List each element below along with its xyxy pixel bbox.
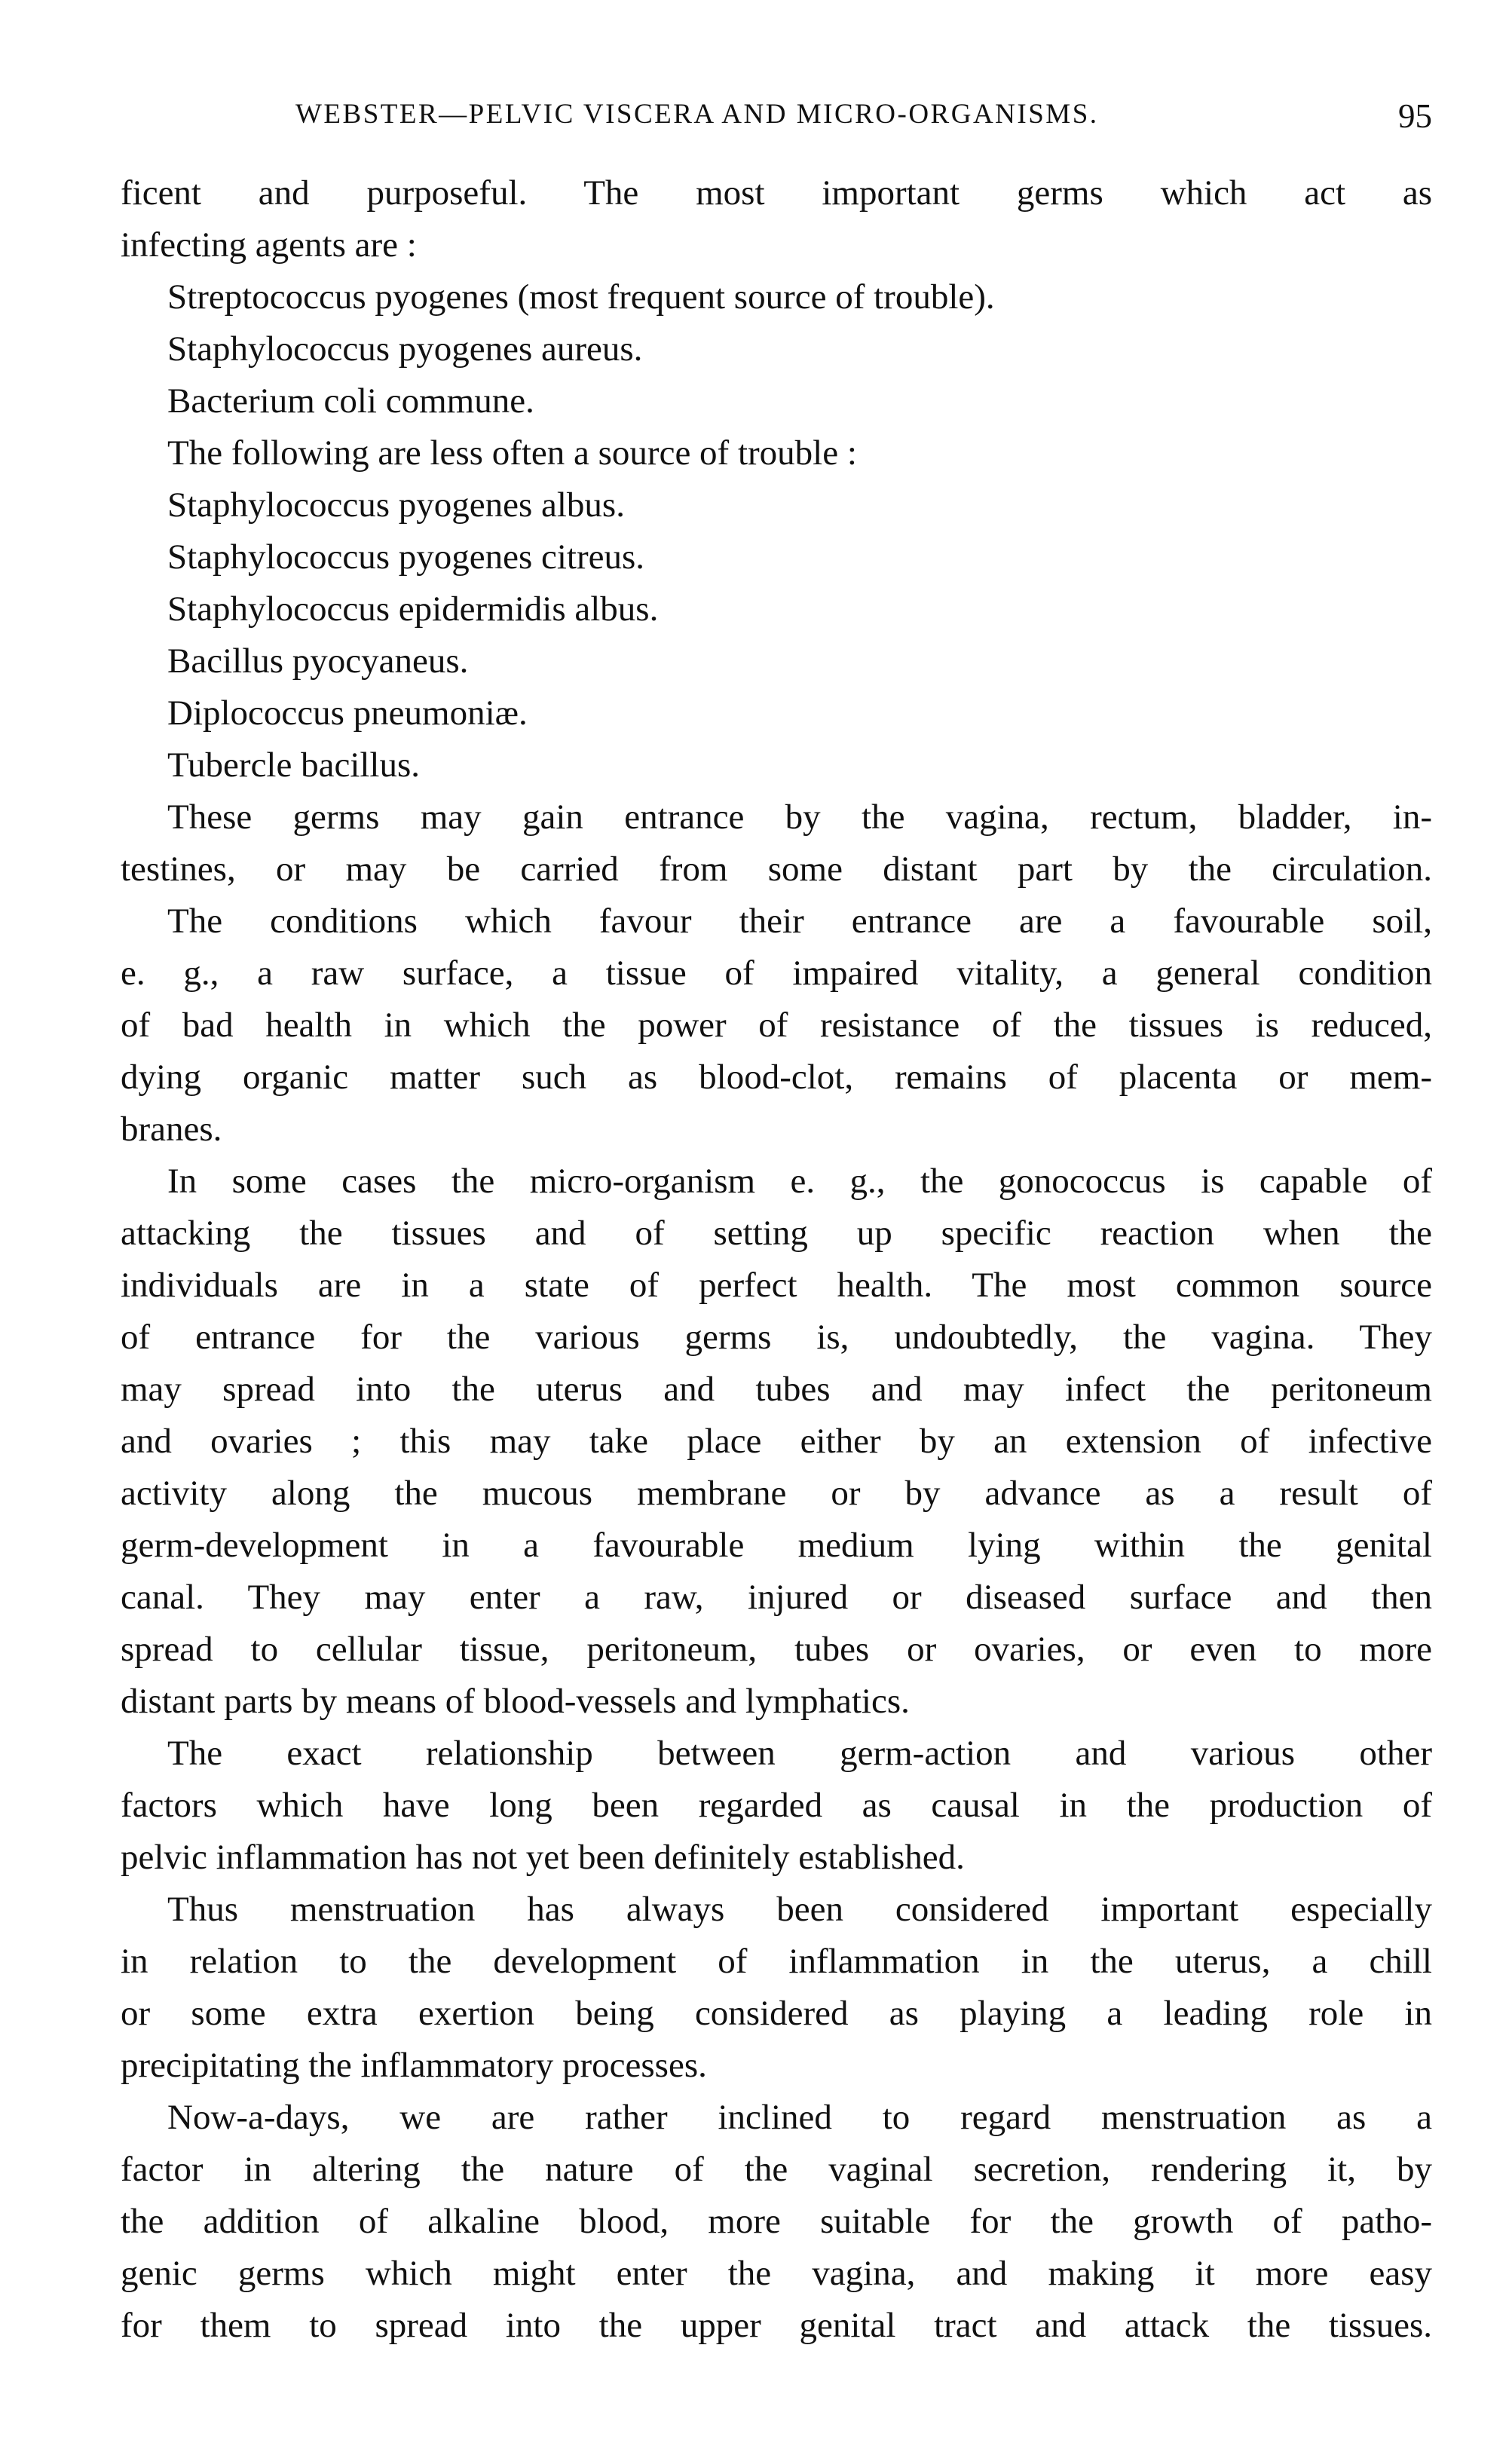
page-header [121,96,1432,142]
list-item: Staphylococcus epidermidis albus. [167,589,659,629]
list-item: Staphylococcus pyogenes citreus. [167,537,645,577]
text-line: for them to spread into the upper genital tract and attack the tissues. [121,2306,1432,2345]
text-line: may spread into the uterus and tubes and may infect the peritoneum [121,1370,1432,1409]
text-line: in relation to the development of inflammation in the uterus, a chill [121,1942,1432,1981]
text-line: infecting agents are : [121,225,417,265]
text-line: or some extra exertion being considered as playing a leading role in [121,1994,1432,2033]
running-head: WEBSTER—PELVIC VISCERA AND MICRO-ORGANISMS. [295,99,1099,130]
text-line: dying organic matter such as blood-clot, remains of placenta or mem- [121,1058,1432,1097]
text-line: germ-development in a favourable medium lying within the genital [121,1526,1432,1565]
text-line: pelvic inflammation has not yet been definitely established. [121,1838,965,1877]
text-line: of bad health in which the power of resistance of the tissues is reduced, [121,1006,1432,1045]
text-line: of entrance for the various germs is, undoubtedly, the vagina. They [121,1318,1432,1357]
text-line: In some cases the micro-organism e. g., the gonococcus is capable of [167,1162,1432,1201]
body-text [121,167,1432,2352]
text-line: spread to cellular tissue, peritoneum, tubes or ovaries, or even to more [121,1630,1432,1669]
text-line: The exact relationship between germ-action and various other [167,1734,1432,1773]
text-line: Thus menstruation has always been considered important especially [167,1890,1432,1929]
text-line: testines, or may be carried from some distant part by the circulation. [121,850,1432,889]
text-line: distant parts by means of blood-vessels and lymphatics. [121,1682,910,1721]
list-item: Diplococcus pneumoniæ. [167,693,528,733]
text-line: precipitating the inflammatory processes. [121,2046,707,2085]
text-line: factors which have long been regarded as causal in the production of [121,1786,1432,1825]
list-item: Tubercle bacillus. [167,745,421,785]
text-line: The following are less often a source of trouble : [167,433,857,473]
text-line: These germs may gain entrance by the vagina, rectum, bladder, in- [167,797,1432,837]
list-item: Staphylococcus pyogenes aureus. [167,329,643,369]
text-line: branes. [121,1110,222,1149]
page-number: 95 [1398,97,1432,135]
text-line: activity along the mucous membrane or by advance as a result of [121,1474,1432,1513]
text-line: ficent and purposeful. The most important germs which act as [121,173,1432,213]
text-line: individuals are in a state of perfect health. The most common source [121,1266,1432,1305]
text-line: factor in altering the nature of the vaginal secretion, rendering it, by [121,2150,1432,2189]
text-line: genic germs which might enter the vagina, and making it more easy [121,2254,1432,2293]
text-line: Now-a-days, we are rather inclined to regard menstruation as a [167,2098,1432,2137]
text-line: canal. They may enter a raw, injured or diseased surface and then [121,1578,1432,1617]
text-line: and ovaries ; this may take place either by an extension of infective [121,1422,1432,1461]
text-line: attacking the tissues and of setting up specific reaction when the [121,1214,1432,1253]
list-item: Bacterium coli commune. [167,381,534,421]
text-line: The conditions which favour their entrance are a favourable soil, [167,902,1432,941]
text-line: e. g., a raw surface, a tissue of impaired vitality, a general condition [121,954,1432,993]
list-item: Bacillus pyocyaneus. [167,641,469,681]
text-line: the addition of alkaline blood, more suitable for the growth of patho- [121,2202,1432,2241]
list-item: Staphylococcus pyogenes albus. [167,485,625,525]
list-item: Streptococcus pyogenes (most frequent source of trouble). [167,277,995,317]
